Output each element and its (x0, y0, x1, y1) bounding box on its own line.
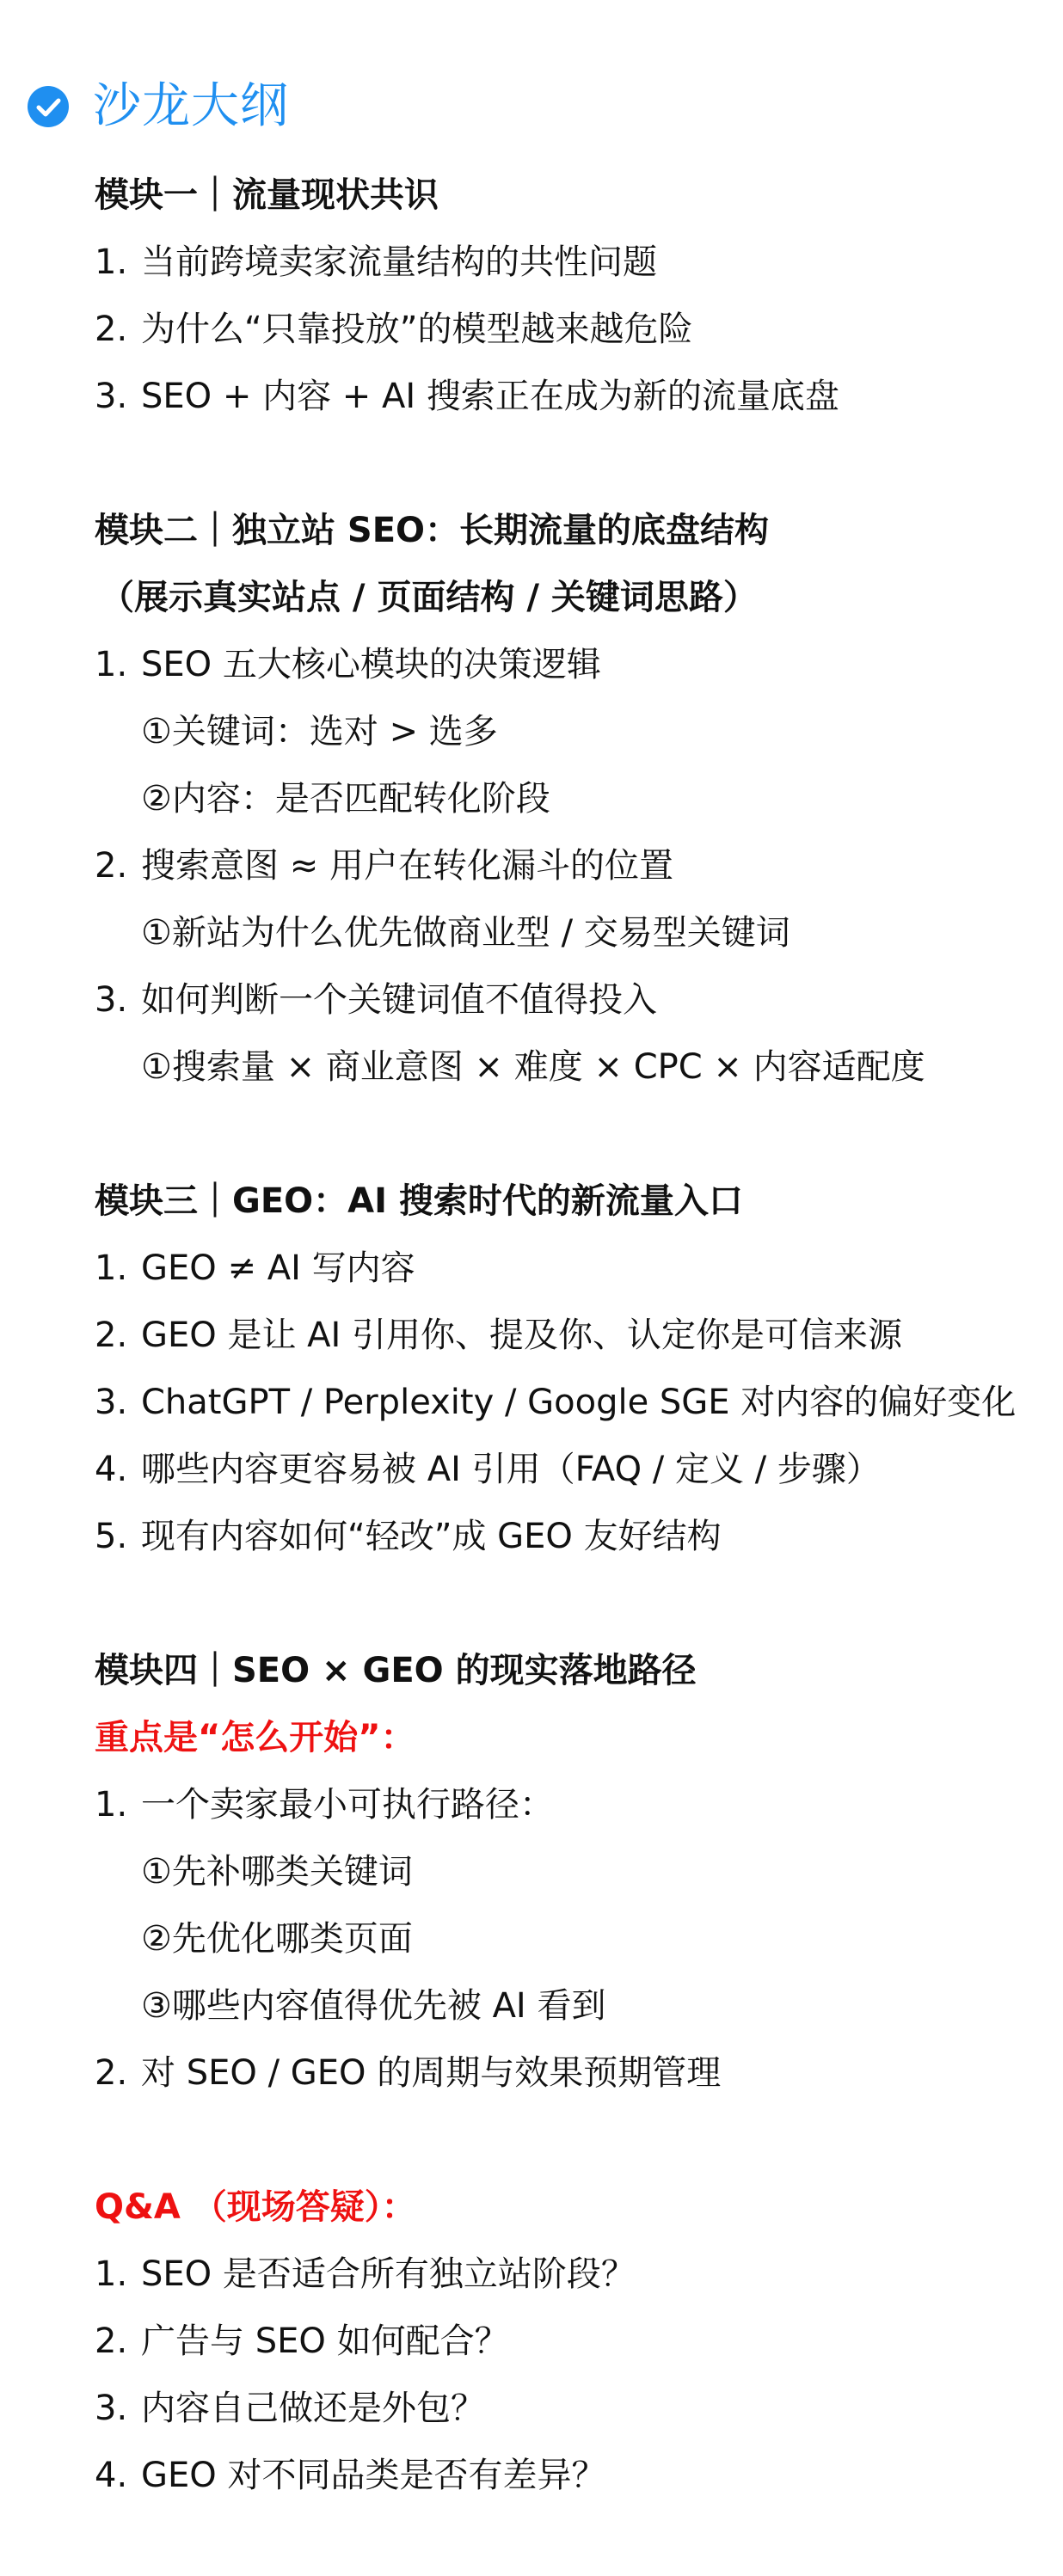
list-item (95, 229, 1041, 296)
list-item (95, 832, 1041, 899)
list-number: 2. (95, 2053, 128, 2093)
module-title: 模块三｜GEO：AI 搜索时代的新流量入口 (95, 1181, 743, 1221)
list-item (95, 2241, 1041, 2308)
list-item (95, 2442, 1041, 2509)
sub-item: ①关键词：选对 > 选多 (141, 712, 498, 751)
module-1 (95, 162, 1041, 430)
list-text: 内容自己做还是外包？ (141, 2389, 485, 2428)
list-text: 当前跨境卖家流量结构的共性问题 (141, 242, 657, 282)
module-highlight: 重点是“怎么开始”： (95, 1718, 415, 1757)
module-title: 模块二｜独立站 SEO：长期流量的底盘结构 (95, 511, 770, 550)
list-number: 2. (95, 310, 128, 349)
list-item (95, 1436, 1041, 1503)
list-item (95, 2039, 1041, 2107)
list-number: 2. (95, 2321, 128, 2361)
list-item (95, 2308, 1041, 2375)
list-number: 4. (95, 1450, 128, 1489)
qa-title: Q&A （现场答疑）： (95, 2187, 416, 2227)
list-text: SEO 是否适合所有独立站阶段？ (141, 2254, 636, 2294)
module-4 (95, 1637, 1041, 2107)
sub-item: ②先优化哪类页面 (141, 1919, 413, 1959)
list-number: 2. (95, 846, 128, 886)
sub-item: ①新站为什么优先做商业型 / 交易型关键词 (141, 913, 790, 953)
module-3 (95, 1168, 1041, 1570)
module-subtitle: （展示真实站点 / 页面结构 / 关键词思路） (100, 578, 758, 617)
list-number: 1. (95, 2254, 128, 2294)
list-item (95, 1235, 1041, 1302)
list-text: 一个卖家最小可执行路径： (141, 1785, 554, 1825)
module-title: 模块四｜SEO × GEO 的现实落地路径 (95, 1651, 697, 1690)
list-text: 哪些内容更容易被 AI 引用（FAQ / 定义 / 步骤） (141, 1450, 881, 1489)
outline-header (28, 76, 289, 138)
list-number: 1. (95, 1248, 128, 1288)
list-number: 3. (95, 377, 128, 416)
module-2 (95, 497, 1041, 1101)
sub-item: ①搜索量 × 商业意图 × 难度 × CPC × 内容适配度 (141, 1047, 925, 1087)
list-text: GEO 对不同品类是否有差异？ (141, 2456, 606, 2495)
list-item (95, 966, 1041, 1033)
check-circle-icon (28, 86, 69, 127)
module-title: 模块一｜流量现状共识 (95, 175, 439, 215)
list-item (95, 2375, 1041, 2442)
list-text: 广告与 SEO 如何配合？ (141, 2321, 509, 2361)
list-number: 3. (95, 980, 128, 1020)
list-item (95, 363, 1041, 430)
list-item (95, 1369, 1041, 1436)
list-text: 如何判断一个关键词值不值得投入 (141, 980, 657, 1020)
list-text: GEO 是让 AI 引用你、提及你、认定你是可信来源 (141, 1316, 903, 1355)
outline-title: 沙龙大纲 (93, 78, 289, 134)
qa-section (95, 2174, 1041, 2509)
list-item (95, 631, 1041, 698)
list-number: 1. (95, 242, 128, 282)
list-item (95, 1302, 1041, 1369)
outline-content (95, 162, 1041, 2576)
list-number: 5. (95, 1517, 128, 1556)
list-number: 2. (95, 1316, 128, 1355)
sub-item: ①先补哪类关键词 (141, 1852, 413, 1892)
list-number: 3. (95, 1383, 128, 1422)
list-number: 3. (95, 2389, 128, 2428)
list-text: ChatGPT / Perplexity / Google SGE 对内容的偏好变化 (141, 1383, 1017, 1422)
list-number: 1. (95, 1785, 128, 1825)
sub-item: ③哪些内容值得优先被 AI 看到 (141, 1986, 606, 2026)
list-text: 现有内容如何“轻改”成 GEO 友好结构 (141, 1517, 722, 1556)
list-item (95, 1503, 1041, 1570)
list-text: 为什么“只靠投放”的模型越来越危险 (141, 310, 693, 349)
sub-item: ②内容：是否匹配转化阶段 (141, 779, 550, 819)
list-number: 4. (95, 2456, 128, 2495)
list-text: GEO ≠ AI 写内容 (141, 1248, 415, 1288)
list-item (95, 296, 1041, 363)
list-text: 对 SEO / GEO 的周期与效果预期管理 (141, 2053, 722, 2093)
list-text: SEO + 内容 + AI 搜索正在成为新的流量底盘 (141, 377, 839, 416)
list-text: SEO 五大核心模块的决策逻辑 (141, 645, 601, 684)
list-number: 1. (95, 645, 128, 684)
list-text: 搜索意图 ≈ 用户在转化漏斗的位置 (141, 846, 673, 886)
list-item (95, 1771, 1041, 1838)
